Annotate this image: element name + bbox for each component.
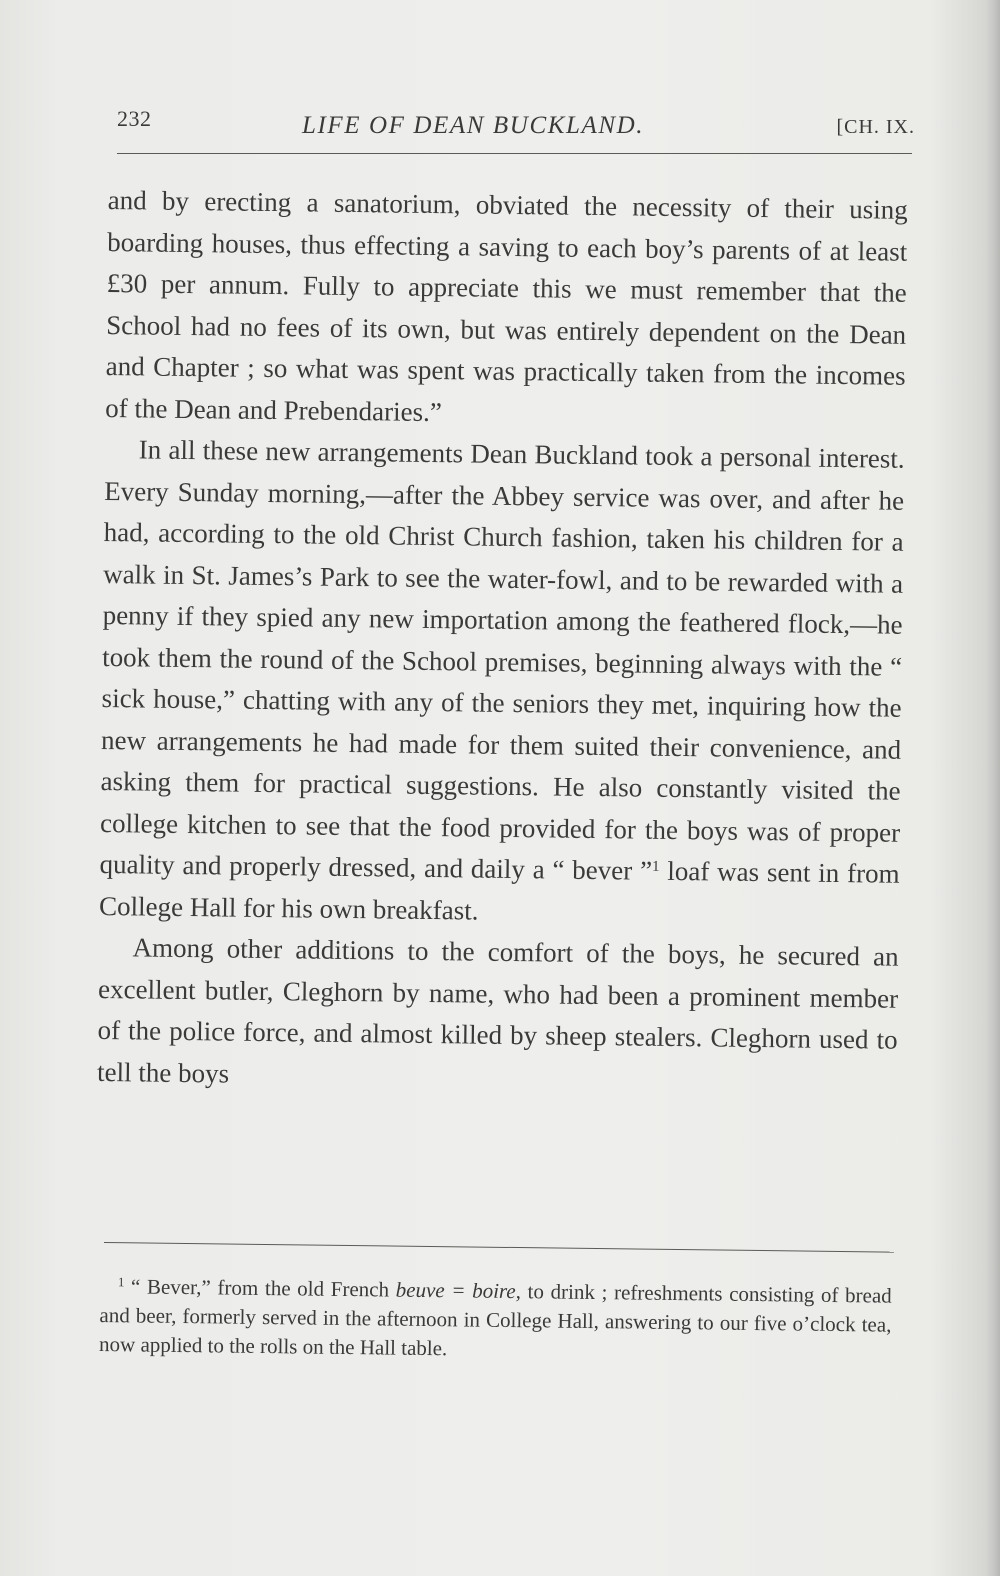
running-header (117, 102, 917, 152)
footnote-number: 1 (117, 1274, 125, 1290)
footnote (99, 1272, 892, 1369)
main-text (97, 180, 908, 1103)
page-number: 232 (117, 106, 152, 131)
paragraph-text: loaf was sent in from College Hall for his own breakfast. (98, 855, 900, 926)
paragraph (99, 429, 905, 937)
footnote-text: “ Bever,” from the old French (124, 1274, 396, 1302)
chapter-reference: [CH. IX. (836, 116, 915, 138)
footnote-reference[interactable]: 1 (652, 858, 660, 875)
footnote-paragraph (99, 1272, 892, 1369)
footnote-text: to drink ; refreshments consisting of bread and beer, formerly served in the afternoon in College Hall, answering to our five o’clock tea, now applied to the rolls on the Hall table. (98, 1279, 892, 1361)
footnote-rule (104, 1242, 894, 1253)
page-edge-shadow (986, 0, 1000, 1576)
header-rule (117, 153, 912, 154)
paragraph-continuation: and by erecting a sanatorium, obviated the necessity of their using boarding houses, thus effecting a saving to each boy’s parents of at least £30 per annum. Fully to appreciate this we must remember that the School had no fees of its own, but was entirely dependent on the Dean and Chapter ; so what was spent was practically taken from the incomes of the Dean and Prebendaries.” (105, 184, 908, 427)
paragraph: Among other additions to the comfort of the boys, he secured an excellent butler, Cleghorn by name, who had been a prominent member of the police force, and almost killed by sheep stealers. Cleghorn used to tell the boys (96, 932, 899, 1089)
paragraph-text: In all these new arrangements Dean Buckland took a personal interest. Every Sunday morning,—after the Abbey service was over, and after he had, according to the old Christ Church fashion, taken his children for a walk in St. James’s Park to see the water-fowl, and to be rewarded with a penny if they spied any new importation among the feathered flock,—he took them the round of the School premises, beginning always with the “ sick house,” chatting with any of the seniors they met, inquiring how the new arrangements he had made for them suited their convenience, and asking them for practical suggestions. He also constantly visited the college kitchen to see that the food provided for the boys was of proper quality and properly dressed, and daily a “ bever ” (99, 434, 905, 886)
footnote-italic-text: beuve = boire, (395, 1277, 522, 1304)
running-title: LIFE OF DEAN BUCKLAND. (302, 112, 645, 139)
